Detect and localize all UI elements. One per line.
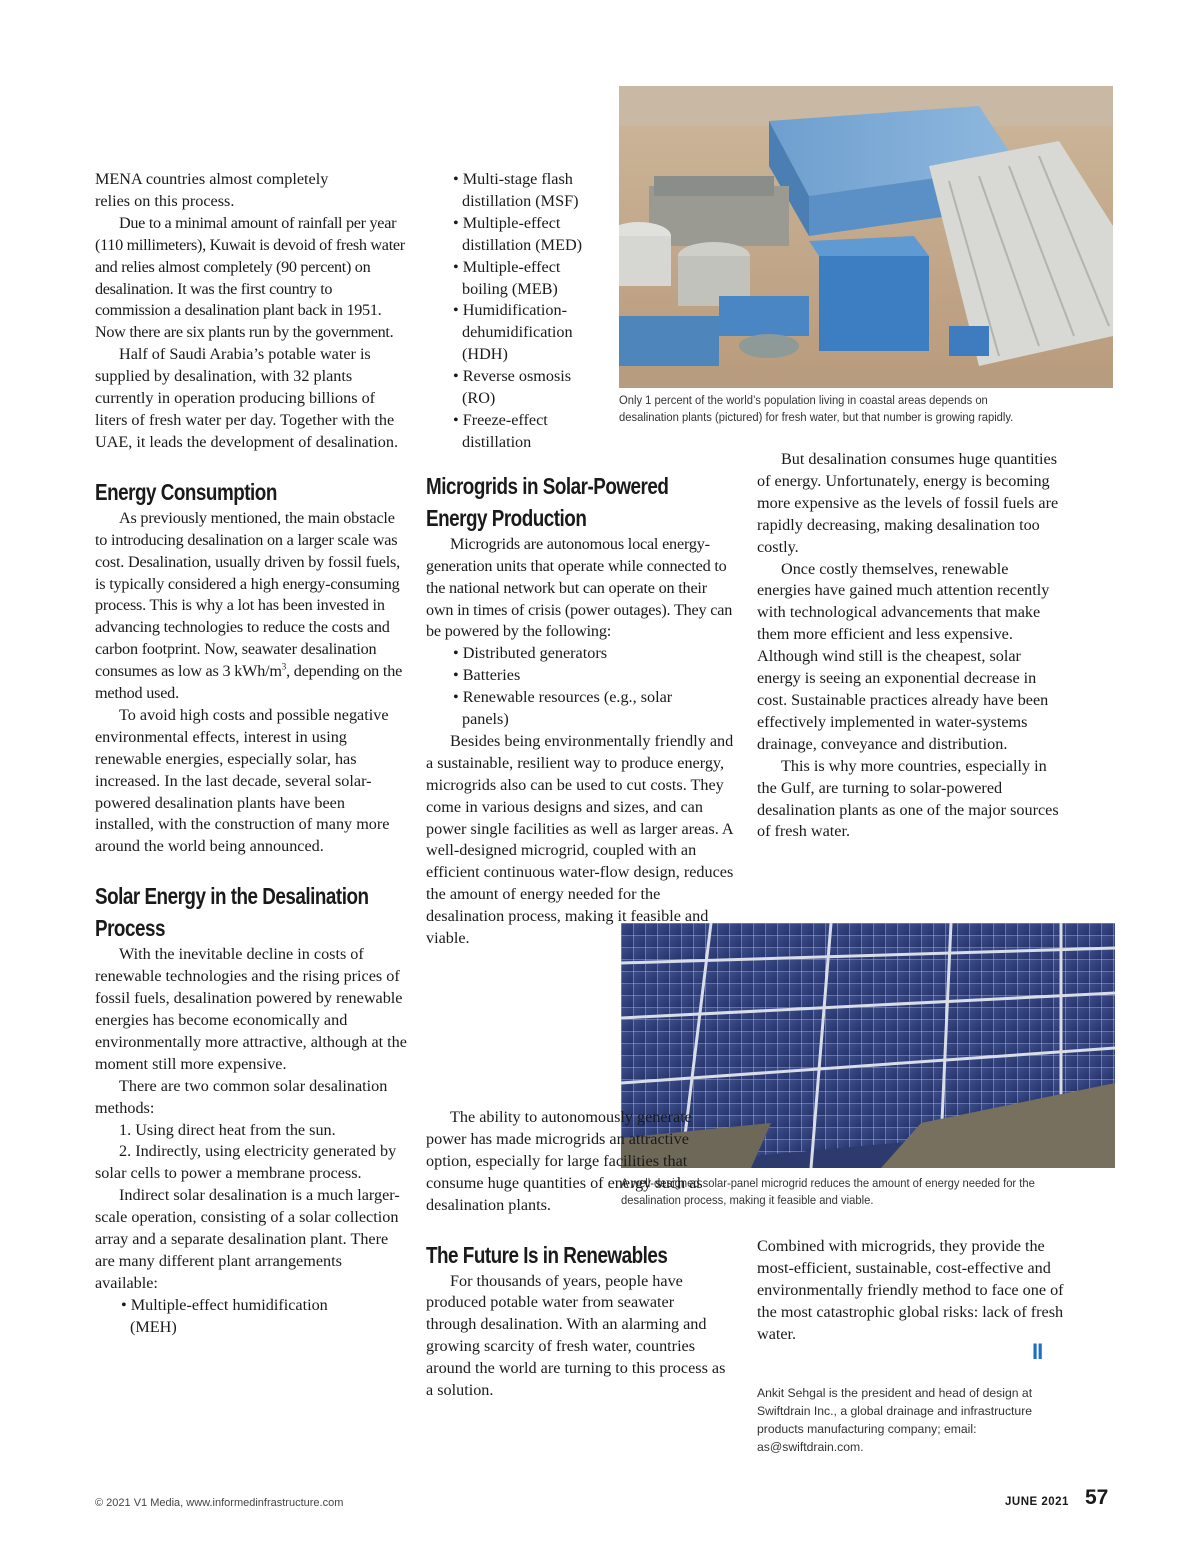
paragraph: Combined with microgrids, they provide the most-efficient, sustainable, cost-effective and environmentally friendly method to face one of the most catastrophic global risks: lack of fresh water.: [757, 1237, 1064, 1343]
end-of-article-mark: II: [1032, 1339, 1043, 1364]
superscript: 3: [281, 661, 287, 672]
caption-line: desalination plants (pictured) for fresh water, but that number is growing rapidly.: [619, 410, 1014, 424]
paragraph-text: As previously mentioned, the main obstacle to introducing desalination on a larger scale was cost. Desalination, usually driven by fossil fuels, is typically considered a high energy-consuming process. This is why a lot has been invested in advancing technologies to reduce the costs and carbon footprint. Now, seawater desalination consumes as low as 3 kWh/m: [95, 508, 400, 681]
paragraph: Half of Saudi Arabia’s potable water is supplied by desalination, with 32 plants currently in operation producing billions of liters of fresh water per day. Together with the UAE, it leads the development of desalination.: [95, 345, 398, 451]
column-3: [757, 449, 1065, 843]
list-item: • Freeze-effect distillation: [453, 410, 548, 451]
paragraph: Microgrids are autonomous local energy-generation units that operate while connected to the national network but can operate on their own in times of crisis (power outages). They can be powered by the following:: [426, 534, 733, 641]
caption-line: desalination process, making it feasible and viable.: [621, 1193, 874, 1207]
list-item: • Humidification-dehumidification (HDH): [453, 301, 573, 364]
list-item: • Multiple-effect boiling (MEB): [453, 257, 561, 298]
list-item: 1. Using direct heat from the sun.: [119, 1120, 336, 1139]
column-3-end: [757, 1236, 1065, 1346]
list-item: • Batteries: [453, 666, 521, 685]
list-item: • Multi-stage flash distillation (MSF): [453, 170, 579, 210]
section-heading: Process: [95, 915, 165, 942]
author-bio: Ankit Sehgal is the president and head of design at Swiftdrain Inc., a global drainage and infrastructure products manufacturing company; email: as@swiftdrain.com.: [757, 1386, 1033, 1454]
caption-line: Only 1 percent of the world’s population living in coastal areas depends on: [619, 393, 988, 407]
paragraph-text: Besides being environmentally friendly and a sustainable, resilient way to produce energy, microgrids also can be used to cut costs. They come in various designs and sizes, and can power single facilities as well as larger areas. A well-designed microgrid, coupled with an efficient continuous water-flow design, reduces the amount of energy needed for the desalination process, making it feasible and viable.: [426, 731, 734, 948]
list-item: • Multiple-effect humidification (MEH): [121, 1295, 328, 1336]
paragraph: For thousands of years, people have produced potable water from seawater through desalination. With an alarming and growing scarcity of fresh water, countries around the world are turning to this process as a solution.: [426, 1271, 726, 1400]
paragraph-text: , depending on the method used.: [95, 662, 403, 703]
paragraph: [426, 731, 736, 950]
paragraph: The ability to autonomously generate power has made microgrids an attractive option, especially for large facilities that consume huge quantities of energy such as desalination plants.: [426, 1108, 703, 1214]
footer-copyright: © 2021 V1 Media, www.informedinfrastructure.com: [95, 1497, 344, 1509]
column-1: [95, 169, 407, 1339]
list-item: • Distributed generators: [453, 644, 608, 663]
paragraph: But desalination consumes huge quantities of energy. Unfortunately, energy is becoming more expensive as the levels of fossil fuels are rapidly decreasing, making desalination too costly.: [757, 450, 1059, 556]
section-heading: Solar Energy in the Desalination: [95, 883, 369, 910]
list-item: • Reverse osmosis (RO): [453, 367, 572, 408]
paragraph: [95, 508, 407, 705]
page-number: 57: [1085, 1486, 1109, 1509]
column-2-wrap: [426, 1107, 726, 1402]
list-item: • Multiple-effect distillation (MED): [453, 213, 583, 254]
paragraph: Once costly themselves, renewable energies have gained much attention recently with technological advancements that make them more efficient and less expensive. Although wind still is the cheapest, solar energy is seeing an exponential decrease in cost. Sustainable practices already have been effectively implemented in water-systems drainage, conveyance and distribution.: [757, 559, 1050, 753]
paragraph: Due to a minimal amount of rainfall per year (110 millimeters), Kuwait is devoid of fresh water and relies almost completely (90 percent) on desalination. It was the first country to commission a desalination plant back in 1951. Now there are six plants run by the government.: [95, 213, 405, 342]
list-item: 2. Indirectly, using electricity generated by solar cells to power a membrane process.: [95, 1142, 397, 1183]
section-heading: Microgrids in Solar-Powered: [426, 472, 669, 499]
paragraph: This is why more countries, especially in the Gulf, are turning to solar-powered desalination plants as one of the major sources of fresh water.: [757, 756, 1059, 841]
caption-line: A well-designed solar-panel microgrid reduces the amount of energy needed for the: [621, 1176, 1035, 1190]
footer-issue-date: JUNE 2021: [1005, 1496, 1069, 1508]
section-heading: Energy Consumption: [95, 478, 277, 505]
column-2: [426, 169, 736, 950]
paragraph: There are two common solar desalination methods:: [95, 1076, 388, 1117]
section-heading: Energy Production: [426, 504, 587, 531]
paragraph: With the inevitable decline in costs of renewable technologies and the rising prices of fossil fuels, desalination powered by renewable energies has become economically and environmentally more attractive, although at the moment still more expensive.: [95, 945, 407, 1073]
list-item: • Renewable resources (e.g., solar panels): [453, 688, 673, 729]
paragraph: MENA countries almost completely relies on this process.: [95, 170, 329, 210]
section-heading: The Future Is in Renewables: [426, 1241, 668, 1268]
paragraph: Indirect solar desalination is a much larger-scale operation, consisting of a solar collection array and a separate desalination plant. There are many different plant arrangements available:: [95, 1186, 400, 1292]
paragraph: To avoid high costs and possible negative environmental effects, interest in using renewable energies, especially solar, has increased. In the last decade, several solar-powered desalination plants have been installed, with the construction of many more around the world being announced.: [95, 705, 390, 856]
